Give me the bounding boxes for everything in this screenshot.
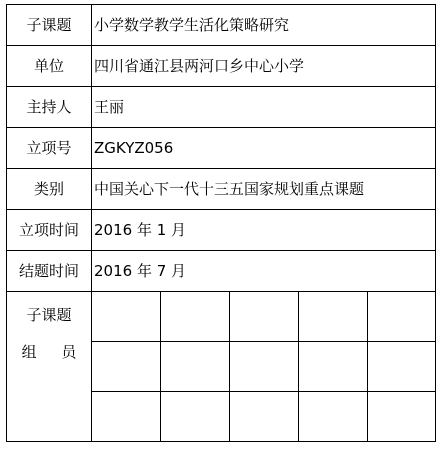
member-cell: [230, 392, 299, 442]
unit-value: 四川省通江县两河口乡中心小学: [92, 46, 436, 87]
row-project-number: [7, 128, 436, 169]
member-cell: [368, 292, 436, 342]
members-label-line1: 子课题: [26, 306, 72, 324]
start-time-value: 2016 年 1 月: [92, 210, 436, 251]
project-info-form: [6, 4, 436, 442]
members-row-1: [7, 292, 436, 342]
host-value: 王丽: [92, 87, 436, 128]
start-time-label: 立项时间: [7, 210, 92, 251]
member-cell: [230, 342, 299, 392]
row-host: [7, 87, 436, 128]
category-label: 类别: [7, 169, 92, 210]
member-cell: [161, 292, 230, 342]
project-number-label: 立项号: [7, 128, 92, 169]
member-cell: [368, 392, 436, 442]
subproject-label: 子课题: [7, 5, 92, 46]
project-info-table: [6, 4, 436, 442]
row-unit: [7, 46, 436, 87]
member-cell: [161, 392, 230, 442]
member-cell: [92, 292, 161, 342]
member-cell: [368, 342, 436, 392]
member-cell: [299, 292, 368, 342]
members-label: [7, 292, 92, 442]
member-cell: [92, 392, 161, 442]
row-category: [7, 169, 436, 210]
member-cell: [299, 342, 368, 392]
row-subproject: [7, 5, 436, 46]
end-time-value: 2016 年 7 月: [92, 251, 436, 292]
subproject-value: 小学数学教学生活化策略研究: [92, 5, 436, 46]
member-cell: [299, 392, 368, 442]
category-value: 中国关心下一代十三五国家规划重点课题: [92, 169, 436, 210]
end-time-label: 结题时间: [7, 251, 92, 292]
project-number-value: ZGKYZ056: [92, 128, 436, 169]
members-label-line2: 组 员: [21, 343, 87, 361]
member-cell: [161, 342, 230, 392]
member-cell: [230, 292, 299, 342]
unit-label: 单位: [7, 46, 92, 87]
row-start-time: [7, 210, 436, 251]
host-label: 主持人: [7, 87, 92, 128]
member-cell: [92, 342, 161, 392]
row-end-time: [7, 251, 436, 292]
